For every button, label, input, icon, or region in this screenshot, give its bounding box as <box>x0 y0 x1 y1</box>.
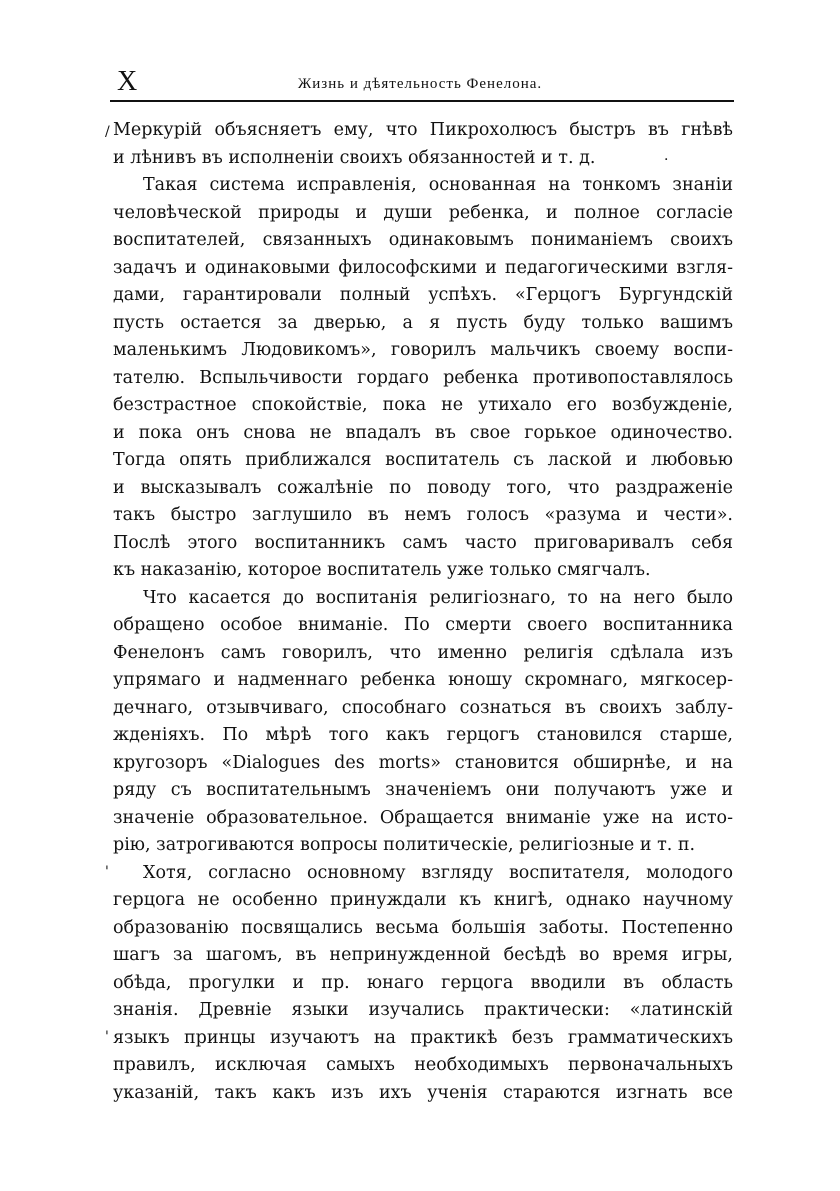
text-line: Хотя, согласно основному взгляду воспитателя, молодого <box>143 862 733 883</box>
margin-mark: ' <box>105 864 109 880</box>
text-line: и лѣнивъ въ исполненіи своихъ обязанностей и т. д. <box>113 147 596 168</box>
text-line: безстрастное спокойствіе, пока не утихало его возбужденіе, <box>113 395 733 415</box>
running-head: Жизнь и дѣятельность Фенелона. <box>297 76 543 92</box>
text-line: тателю. Вспыльчивости гордаго ребенка противопоставлялось <box>113 367 733 388</box>
text-line: такъ быстро заглушило въ немъ голосъ «разума и чести». <box>113 505 733 525</box>
text-line: воспитателей, связанныхъ одинаковымъ пониманіемъ своихъ <box>113 230 733 250</box>
text-line: Меркурій объясняетъ ему, что Пикрохолюсъ быстръ въ гнѣвѣ <box>113 120 733 140</box>
text-line: языкъ принцы изучаютъ на практикѣ безъ грамматическихъ <box>113 1027 733 1048</box>
text-line: Фенелонъ самъ говорилъ, что именно религія сдѣлала изъ <box>113 642 733 663</box>
text-line: правилъ, исключая самыхъ необходимыхъ первоначальныхъ <box>113 1055 733 1075</box>
text-line: рію, затрогиваются вопросы политическіе, религіозные и т. п. <box>113 835 696 855</box>
text-line: шагъ за шагомъ, въ непринужденной бесѣдѣ во время игры, <box>113 945 733 965</box>
text-line: упрямаго и надменнаго ребенка юношу скромнаго, мягкосер- <box>113 670 733 690</box>
text-line: къ наказанію, которое воспитатель уже только смягчалъ. <box>113 560 651 580</box>
margin-mark: / <box>105 124 110 140</box>
margin-mark: · <box>664 152 669 168</box>
text-line: маленькимъ Людовикомъ», говорилъ мальчикъ своему воспи- <box>113 340 733 360</box>
text-line: Тогда опять приближался воспитатель съ лаской и любовью <box>113 450 733 470</box>
margin-mark: ' <box>105 1029 109 1045</box>
text-line: ряду съ воспитательнымъ значеніемъ они получаютъ уже и <box>113 780 733 800</box>
text-line: знанія. Древніе языки изучались практически: «латинскій <box>113 1000 733 1020</box>
header-rule <box>110 100 734 102</box>
text-line: обращено особое вниманіе. По смерти своего воспитанника <box>113 615 733 635</box>
text-line: пусть остается за дверью, а я пусть буду только вашимъ <box>113 312 733 333</box>
text-line: герцога не особенно принуждали къ книгѣ, однако научному <box>113 890 733 910</box>
text-line: значеніе образовательное. Обращается вниманіе уже на исто- <box>113 807 733 828</box>
text-line: и пока онъ снова не впадалъ въ свое горькое одиночество. <box>113 422 733 443</box>
text-line: кругозоръ «Dialogues des morts» становится обширнѣе, и на <box>113 752 733 773</box>
text-line: указаній, такъ какъ изъ ихъ ученія стараются изгнать все <box>113 1082 733 1103</box>
text-line: человѣческой природы и души ребенка, и полное согласіе <box>113 202 733 223</box>
text-line: жденіяхъ. По мѣрѣ того какъ герцогъ становился старше, <box>113 725 733 745</box>
text-line: образованію посвящались весьма большія заботы. Постепенно <box>113 917 733 938</box>
text-line: Что касается до воспитанія религіознаго, то на него было <box>143 587 733 608</box>
page-number: X <box>117 66 138 97</box>
text-line: Послѣ этого воспитанникъ самъ часто приговаривалъ себя <box>113 532 733 553</box>
text-line: дами, гарантировали полный успѣхъ. «Герцогъ Бургундскій <box>113 285 733 305</box>
text-line: задачъ и одинаковыми философскими и педагогическими взгля- <box>113 257 733 278</box>
text-line: дечнаго, отзывчиваго, способнаго сознаться въ своихъ заблу- <box>113 697 733 718</box>
text-line: и высказывалъ сожалѣніе по поводу того, что раздраженіе <box>113 477 733 498</box>
text-line: обѣда, прогулки и пр. юнаго герцога вводили въ область <box>113 972 733 993</box>
body-text <box>113 117 733 1107</box>
text-line: Такая система исправленія, основанная на тонкомъ знаніи <box>143 175 733 195</box>
